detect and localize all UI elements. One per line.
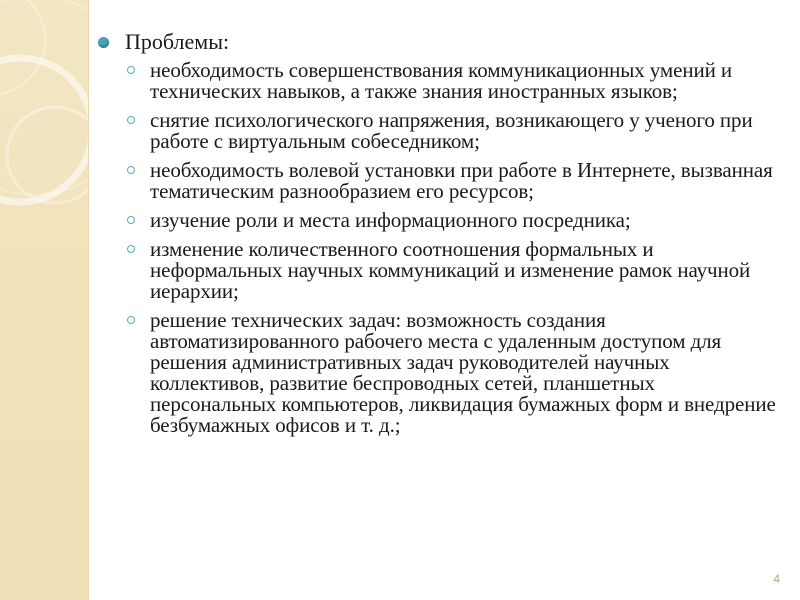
sub-item-text: необходимость волевой установки при работе в Интернете, вызванная тематическим разнообразием его ресурсов; [150, 158, 773, 203]
hollow-circle-bullet-icon [127, 166, 135, 174]
hollow-circle-bullet-icon [127, 216, 135, 224]
sub-bullet-item [96, 310, 786, 436]
filled-circle-bullet-icon [98, 37, 109, 48]
hollow-circle-bullet-icon [127, 116, 135, 124]
sub-item-text: решение технических задач: возможность создания автоматизированного рабочего места с удаленным доступом для решения административных задач руководителей научных коллективов, развитие беспроводных сетей, планшетных персональных компьютеров, ликвидация бумажных форм и внедрение безбумажных офисов и т. д.; [150, 308, 776, 437]
sub-bullet-item [96, 160, 786, 202]
sub-item-text: необходимость совершенствования коммуникационных умений и технических навыков, а также знания иностранных языков; [150, 58, 733, 103]
sub-bullet-item [96, 210, 786, 231]
slide-content [96, 30, 786, 444]
sub-bullet-item [96, 110, 786, 152]
hollow-circle-bullet-icon [127, 66, 135, 74]
sub-bullet-item [96, 60, 786, 102]
sub-bullet-list [96, 60, 786, 436]
hollow-circle-bullet-icon [127, 316, 135, 324]
slide-number: 4 [773, 572, 780, 586]
hollow-circle-bullet-icon [127, 245, 135, 253]
sub-bullet-item [96, 239, 786, 302]
panel-divider [88, 0, 89, 600]
sub-item-text: изменение количественного соотношения формальных и неформальных научных коммуникаций и изменение рамок научной иерархии; [150, 237, 751, 303]
decorative-side-panel [0, 0, 88, 600]
sub-item-text: изучение роли и места информационного посредника; [150, 208, 631, 232]
sub-item-text: снятие психологического напряжения, возникающего у ученого при работе с виртуальным собеседником; [150, 108, 753, 153]
main-item-text: Проблемы: [125, 29, 230, 54]
main-bullet-item [96, 30, 786, 54]
